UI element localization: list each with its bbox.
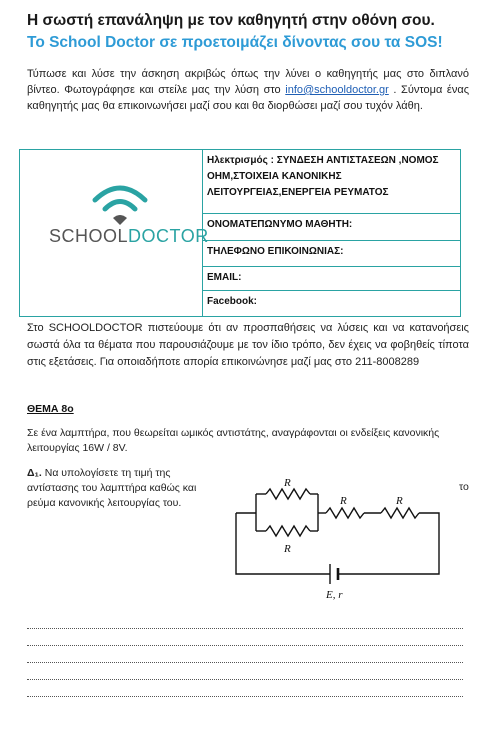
intro-text-after: . Σύντομα ένας καθηγητής μας θα επικοινωνήσει μαζί σου και θα διορθώσει μαζί σου τυχόν λάθη.: [27, 84, 469, 112]
answer-line[interactable]: [27, 662, 463, 663]
logo-text-school: SCHOOL: [49, 226, 129, 246]
logo-wordmark: [49, 226, 209, 247]
answer-line[interactable]: [27, 679, 463, 680]
label-source: E, r: [326, 589, 343, 601]
email-link[interactable]: info@schooldoctor.gr: [285, 84, 389, 96]
email-field[interactable]: EMAIL:: [203, 267, 460, 291]
circuit-diagram: [226, 474, 451, 604]
answer-line[interactable]: [27, 628, 463, 629]
question-d1: [27, 466, 207, 511]
intro-text-before: Τύπωσε και λύσε την άσκηση ακριβώς όπως την λύνει ο καθηγητής μας στο διπλανό βίντεο. Φωτογράφησε και στείλε μας την λύση στο: [27, 68, 469, 96]
resistor-series-2: [381, 508, 419, 518]
logo-cell: [20, 150, 209, 316]
label-r-series-2: R: [396, 495, 403, 507]
student-name-field[interactable]: ΟΝΟΜΑΤΕΠΩΝΥΜΟ ΜΑΘΗΤΗ:: [203, 214, 460, 241]
answer-line[interactable]: [27, 696, 463, 697]
page-subtitle: Το School Doctor σε προετοιμάζει δίνοντας σου τα SOS!: [27, 34, 443, 51]
question-d1-label: Δ₁.: [27, 467, 42, 479]
facebook-field[interactable]: Facebook:: [207, 296, 258, 307]
label-r-top: R: [284, 477, 291, 489]
question-d1-tail: το: [459, 481, 469, 493]
label-r-series-1: R: [340, 495, 347, 507]
phone-field[interactable]: ΤΗΛΕΦΩΝΟ ΕΠΙΚΟΙΝΩΝΙΑΣ:: [203, 241, 460, 267]
topic-cell: Ηλεκτρισμός : ΣΥΝΔΕΣΗ ΑΝΤΙΣΤΑΣΕΩΝ ,ΝΟΜΟΣ ΟΗΜ,ΣΤΟΙΧΕΙΑ ΚΑΝΟΝΙΚΗΣ ΛΕΙΤΟΥΡΓΕΙΑΣ,ΕΝΕΡΓΕΙΑ ΡΕΥΜΑΤΟΣ: [203, 150, 460, 214]
student-info-table: [19, 149, 461, 317]
wifi-logo-icon: [90, 178, 150, 228]
theme-heading: ΘΕΜΑ 8ο: [27, 403, 74, 415]
resistor-series-1: [326, 508, 364, 518]
page-title: Η σωστή επανάληψη με τον καθηγητή στην οθόνη σου.: [27, 12, 435, 29]
question-d1-text: Να υπολογίσετε τη τιμή της αντίστασης του λαμπτήρα καθώς και ρεύμα κανονικής λειτουργίας του.: [27, 467, 197, 509]
intro-paragraph: [27, 66, 469, 114]
logo-text-doctor: DOCTOR: [128, 226, 209, 246]
resistor-top-parallel: [266, 489, 310, 499]
resistor-bottom-parallel: [266, 526, 310, 536]
answer-line[interactable]: [27, 645, 463, 646]
task-statement: Σε ένα λαμπτήρα, που θεωρείται ωμικός αντιστάτης, αναγράφονται οι ενδείξεις κανονικής λειτουργίας 16W / 8V.: [27, 427, 440, 454]
info-paragraph: Στο SCHOOLDOCTOR πιστεύουμε ότι αν προσπαθήσεις να λύσεις και να κατανοήσεις σωστά όλα τα θέματα που παρουσιάζουμε με τον ίδιο τρόπο, δεν έχεις να φοβηθείς τίποτα στις εξετάσεις. Για οποιαδήποτε απορία επικοινώνησε μαζί μας στο 211-8008289: [27, 322, 469, 368]
label-r-bottom: R: [284, 543, 291, 555]
